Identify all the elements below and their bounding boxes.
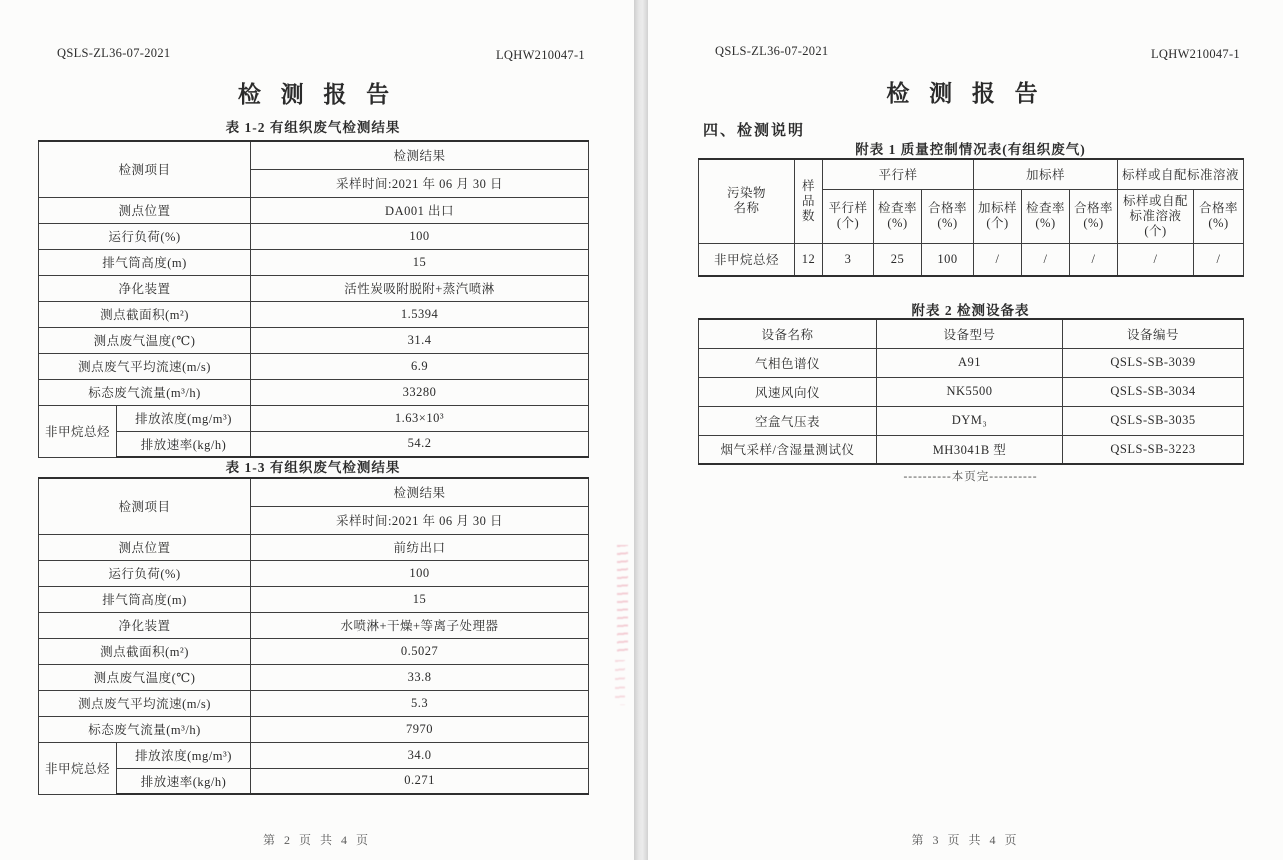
value-cell: 1.63×10³	[251, 405, 589, 431]
section-heading: 四、检测说明	[703, 123, 806, 139]
header-cell: 设备名称	[699, 319, 877, 348]
header-line: 标样或自配	[1122, 193, 1188, 208]
table-row	[699, 435, 1244, 464]
header-line: (个)	[1144, 223, 1167, 238]
header-line: 平行样	[828, 201, 868, 215]
header-line: 污染物	[726, 186, 766, 201]
group-header-cell: 标样或自配标准溶液	[1118, 159, 1244, 189]
group-label-cell: 非甲烷总烃	[39, 742, 117, 794]
result-header-cell: 检测结果	[251, 141, 589, 169]
table-row	[39, 141, 589, 169]
table-1-3-caption: 表 1-3 有组织废气检测结果	[225, 460, 401, 475]
device-model-cell: MH3041B 型	[877, 435, 1063, 464]
data-cell: /	[974, 243, 1022, 276]
value-cell: 15	[251, 249, 589, 275]
table-row	[39, 431, 589, 457]
label-cell: 排放速率(kg/h)	[117, 431, 251, 457]
table-row	[699, 406, 1244, 435]
value-cell: 33280	[251, 379, 589, 405]
value-cell: 54.2	[251, 431, 589, 457]
subheader-cell	[1022, 189, 1070, 243]
table-row	[39, 534, 589, 560]
label-cell: 测点截面积(m²)	[39, 301, 251, 327]
page-footer: 第 3 页 共 4 页	[911, 833, 1020, 847]
report-number: LQHW210047-1	[1150, 47, 1240, 61]
page-footer: 第 2 页 共 4 页	[262, 833, 371, 847]
header-line: 合格率	[1199, 201, 1239, 215]
table-1-2	[38, 140, 589, 458]
equipment-table-caption: 附表 2 检测设备表	[911, 303, 1030, 318]
value-cell: 1.5394	[251, 301, 589, 327]
header-line: 检查率	[877, 201, 917, 215]
label-cell: 排放浓度(mg/m³)	[117, 742, 251, 768]
value-cell: 活性炭吸附脱附+蒸汽喷淋	[251, 275, 589, 301]
data-cell: 25	[874, 243, 922, 276]
group-label-cell: 非甲烷总烃	[39, 405, 117, 457]
header-line: 标准溶液	[1129, 208, 1182, 223]
value-cell: 水喷淋+干燥+等离子处理器	[251, 612, 589, 638]
header-line: (%)	[937, 216, 958, 230]
table-row	[39, 275, 589, 301]
label-cell: 测点废气温度(℃)	[39, 664, 251, 690]
item-header-cell: 检测项目	[39, 478, 251, 534]
label-cell: 测点位置	[39, 534, 251, 560]
label-cell: 标态废气流量(m³/h)	[39, 379, 251, 405]
device-name-cell: 气相色谱仪	[699, 348, 877, 377]
value-cell: 0.5027	[251, 638, 589, 664]
value-cell: DA001 出口	[251, 197, 589, 223]
sample-time-cell: 采样时间:2021 年 06 月 30 日	[251, 169, 589, 197]
subheader-cell	[1118, 189, 1194, 243]
device-name-cell: 烟气采样/含湿量测试仪	[699, 435, 877, 464]
device-name-cell: 风速风向仪	[699, 377, 877, 406]
label-cell: 测点废气温度(℃)	[39, 327, 251, 353]
value-cell: 100	[251, 560, 589, 586]
header-line: (%)	[1208, 216, 1229, 230]
table-row	[39, 638, 589, 664]
label-cell: 运行负荷(%)	[39, 223, 251, 249]
table-row	[39, 690, 589, 716]
header-line: 合格率	[1073, 201, 1113, 215]
header-line: (个)	[986, 216, 1009, 230]
data-cell: 非甲烷总烃	[699, 243, 795, 276]
device-model-cell: NK5500	[877, 377, 1063, 406]
table-row	[39, 249, 589, 275]
device-model-cell: A91	[877, 348, 1063, 377]
table-row	[39, 478, 589, 506]
data-cell: /	[1022, 243, 1070, 276]
qc-table-caption: 附表 1 质量控制情况表(有组织废气)	[855, 142, 1086, 157]
label-cell: 净化装置	[39, 612, 251, 638]
header-line: (个)	[836, 216, 860, 230]
label-cell: 排气筒高度(m)	[39, 586, 251, 612]
table-row	[39, 405, 589, 431]
value-cell: 100	[251, 223, 589, 249]
doc-code: QSLS-ZL36-07-2021	[57, 46, 171, 60]
header-line: (%)	[887, 216, 908, 230]
table-row	[39, 768, 589, 794]
value-cell: 0.271	[251, 768, 589, 794]
value-cell: 前纺出口	[251, 534, 589, 560]
subheader-cell	[1070, 189, 1118, 243]
table-row	[39, 560, 589, 586]
table-row	[39, 664, 589, 690]
subheader-cell	[922, 189, 974, 243]
header-line: 品	[801, 193, 815, 208]
header-line: (%)	[1035, 216, 1056, 230]
device-id-cell: QSLS-SB-3034	[1063, 377, 1244, 406]
sample-count-header-cell	[795, 159, 823, 243]
header-cell: 设备编号	[1063, 319, 1244, 348]
subheader-cell	[874, 189, 922, 243]
group-header-cell: 加标样	[974, 159, 1118, 189]
report-number: LQHW210047-1	[495, 48, 585, 62]
qc-table	[698, 158, 1244, 277]
data-cell: /	[1194, 243, 1244, 276]
header-line: 样	[801, 178, 815, 193]
table-row	[39, 379, 589, 405]
label-cell: 运行负荷(%)	[39, 560, 251, 586]
label-cell: 排放速率(kg/h)	[117, 768, 251, 794]
data-cell: /	[1070, 243, 1118, 276]
doc-code: QSLS-ZL36-07-2021	[715, 44, 829, 58]
table-row	[39, 612, 589, 638]
table-row	[39, 197, 589, 223]
subheader-cell	[823, 189, 874, 243]
value-cell: 33.8	[251, 664, 589, 690]
red-stamp-edge-fragment	[615, 660, 625, 705]
value-cell: 34.0	[251, 742, 589, 768]
table-row	[699, 159, 1244, 189]
report-page-3	[648, 0, 1283, 860]
table-row	[39, 742, 589, 768]
table-row	[39, 301, 589, 327]
item-header-cell: 检测项目	[39, 141, 251, 197]
label-cell: 测点废气平均流速(m/s)	[39, 690, 251, 716]
page-title: 检 测 报 告	[237, 82, 397, 107]
table-row	[39, 223, 589, 249]
red-stamp-edge-fragment	[617, 545, 628, 655]
header-line: (%)	[1083, 216, 1104, 230]
device-model-cell: DYM₃	[877, 406, 1063, 435]
page-gutter	[634, 0, 648, 860]
label-cell: 排放浓度(mg/m³)	[117, 405, 251, 431]
subheader-cell	[1194, 189, 1244, 243]
table-row	[699, 243, 1244, 276]
report-page-2	[0, 0, 634, 860]
subheader-cell	[974, 189, 1022, 243]
result-header-cell: 检测结果	[251, 478, 589, 506]
value-cell: 7970	[251, 716, 589, 742]
header-line: 检查率	[1025, 201, 1065, 215]
header-line: 名称	[733, 201, 760, 216]
table-row	[39, 716, 589, 742]
table-row	[699, 348, 1244, 377]
data-cell: 3	[823, 243, 874, 276]
device-name-cell: 空盒气压表	[699, 406, 877, 435]
header-cell: 设备型号	[877, 319, 1063, 348]
page-title: 检 测 报 告	[886, 81, 1045, 106]
page-end-marker: ----------本页完----------	[903, 471, 1038, 483]
device-id-cell: QSLS-SB-3035	[1063, 406, 1244, 435]
table-1-3	[38, 477, 589, 795]
device-id-cell: QSLS-SB-3223	[1063, 435, 1244, 464]
device-id-cell: QSLS-SB-3039	[1063, 348, 1244, 377]
value-cell: 6.9	[251, 353, 589, 379]
table-row	[699, 319, 1244, 348]
label-cell: 标态废气流量(m³/h)	[39, 716, 251, 742]
value-cell: 31.4	[251, 327, 589, 353]
header-line: 合格率	[927, 201, 967, 215]
table-row	[699, 377, 1244, 406]
label-cell: 测点废气平均流速(m/s)	[39, 353, 251, 379]
label-cell: 净化装置	[39, 275, 251, 301]
label-cell: 测点位置	[39, 197, 251, 223]
label-cell: 排气筒高度(m)	[39, 249, 251, 275]
table-1-2-caption: 表 1-2 有组织废气检测结果	[225, 120, 401, 135]
value-cell: 5.3	[251, 690, 589, 716]
header-line: 数	[801, 208, 815, 223]
sample-time-cell: 采样时间:2021 年 06 月 30 日	[251, 506, 589, 534]
header-line: 加标样	[977, 201, 1017, 215]
label-cell: 测点截面积(m²)	[39, 638, 251, 664]
value-cell: 15	[251, 586, 589, 612]
table-row	[39, 586, 589, 612]
table-row	[39, 353, 589, 379]
group-header-cell: 平行样	[823, 159, 974, 189]
equipment-table	[698, 318, 1244, 465]
data-cell: 100	[922, 243, 974, 276]
data-cell: 12	[795, 243, 823, 276]
pollutant-header-cell	[699, 159, 795, 243]
data-cell: /	[1118, 243, 1194, 276]
table-row	[39, 327, 589, 353]
